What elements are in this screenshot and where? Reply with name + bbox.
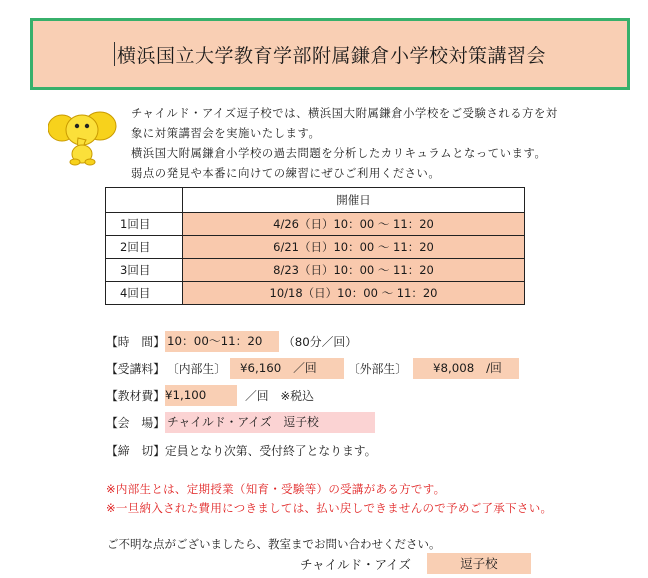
intro-line: 象に対策講習会を実施いたします。 — [131, 127, 321, 140]
session-date: 4/26（日）10：00 〜 11：20 — [183, 213, 525, 236]
time-row — [106, 330, 357, 352]
session-label: 1回目 — [106, 213, 183, 236]
session-date: 10/18（日）10：00 〜 11：20 — [183, 282, 525, 305]
deadline-label: 【締 切】 — [106, 443, 165, 458]
title-banner — [30, 18, 630, 90]
venue-label: 【会 場】 — [106, 415, 165, 430]
fee-label: 【受講料】 — [106, 361, 165, 376]
deadline-row — [106, 439, 376, 461]
material-row — [106, 384, 314, 406]
closing-text: ご不明な点がございましたら、教室までお問い合わせください。 — [107, 537, 441, 551]
note-line: ※内部生とは、定期授業（知育・受験等）の受講がある方です。 — [106, 482, 446, 496]
deadline-value: 定員となり次第、受付終了となります。 — [165, 443, 377, 458]
intro-text — [131, 104, 611, 184]
page-title: 横浜国立大学教育学部附属鎌倉小学校対策講習会 — [116, 44, 546, 67]
sign-school: 逗子校 — [427, 553, 531, 574]
schedule-row — [106, 282, 525, 305]
schedule-table — [105, 187, 525, 305]
session-label: 4回目 — [106, 282, 183, 305]
schedule-row — [106, 236, 525, 259]
session-date: 8/23（日）10：00 〜 11：20 — [183, 259, 525, 282]
signature — [300, 553, 531, 574]
fee-external-value: ¥8,008 /回 — [413, 358, 519, 379]
session-label: 3回目 — [106, 259, 183, 282]
session-date: 6/21（日）10：00 〜 11：20 — [183, 236, 525, 259]
time-value: 10：00〜11：20 — [165, 331, 279, 352]
schedule-row — [106, 213, 525, 236]
fee-internal-value: ¥6,160 ／回 — [230, 358, 344, 379]
note-line: ※一旦納入された費用につきましては、払い戻しできませんので予めご了承下さい。 — [106, 501, 553, 515]
venue-value: チャイルド・アイズ 逗子校 — [165, 412, 375, 433]
time-note: （80分／回） — [283, 334, 357, 349]
schedule-header-row — [106, 188, 525, 213]
schedule-header: 開催日 — [183, 188, 525, 213]
sign-name: チャイルド・アイズ — [300, 556, 411, 572]
material-label: 【教材費】 — [106, 388, 165, 403]
material-value: ¥1,100 — [165, 385, 237, 406]
fee-row — [106, 357, 519, 379]
intro-line: チャイルド・アイズ逗子校では、横浜国大附属鎌倉小学校をご受験される方を対 — [131, 107, 558, 120]
fee-external-label: 〔外部生〕 — [348, 361, 407, 376]
fee-internal-label: 〔内部生〕 — [167, 361, 226, 376]
schedule-header-empty — [106, 188, 183, 213]
time-label: 【時 間】 — [106, 334, 165, 349]
text-cursor — [114, 42, 115, 66]
venue-row — [106, 411, 375, 433]
material-note: ／回 ※税込 — [245, 388, 314, 403]
schedule-row — [106, 259, 525, 282]
elephant-mascot-icon — [48, 104, 118, 166]
session-label: 2回目 — [106, 236, 183, 259]
intro-line: 横浜国大附属鎌倉小学校の過去問題を分析したカリキュラムとなっています。 — [131, 147, 547, 160]
intro-line: 弱点の発見や本番に向けての練習にぜひご利用ください。 — [131, 167, 441, 180]
